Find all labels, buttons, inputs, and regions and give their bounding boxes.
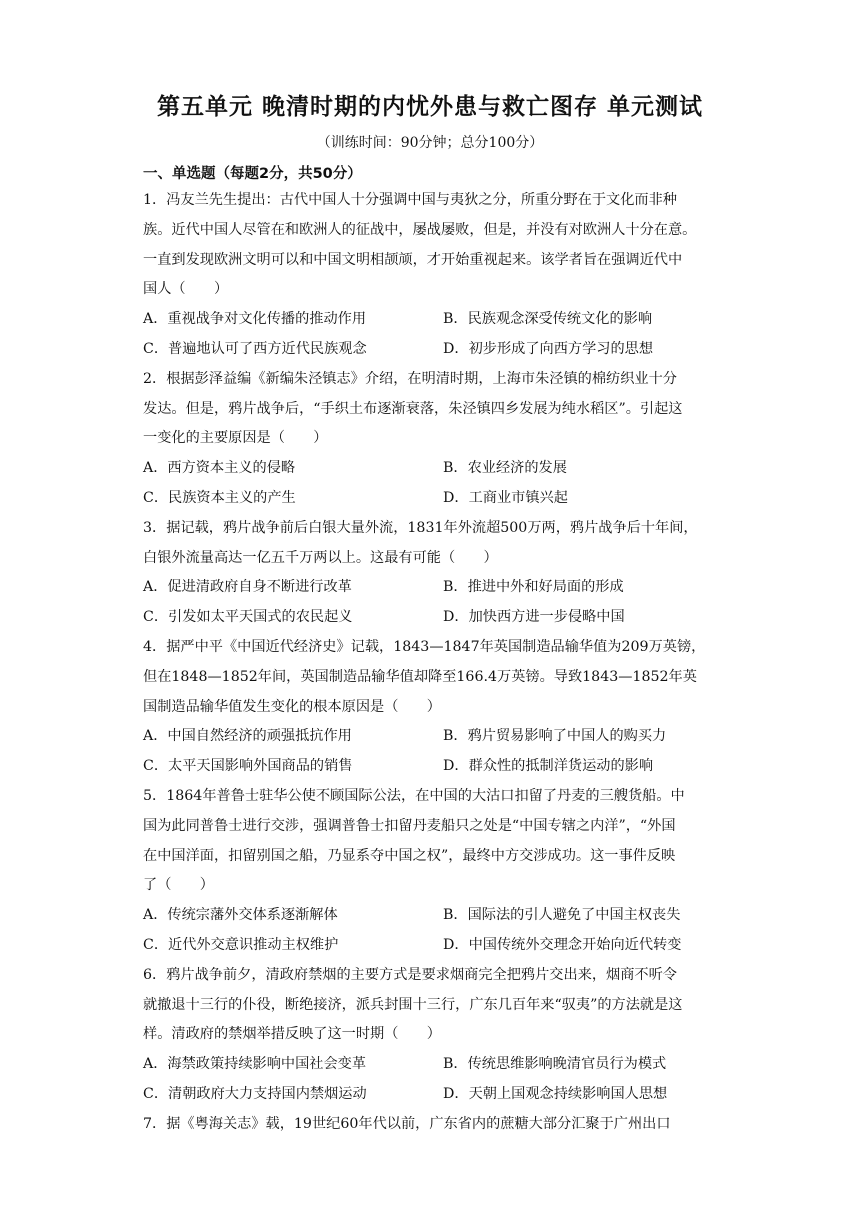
answer-option: B．农业经济的发展 (443, 460, 567, 477)
question-text-line: 白银外流量高达一亿五千万两以上。这最有可能（ ） (143, 549, 498, 566)
question-text-line: 一变化的主要原因是（ ） (143, 430, 328, 447)
question-text-line: 国为此同普鲁士进行交涉，强调普鲁士扣留丹麦船只之处是“中国专辖之内洋”，“外国 (143, 817, 676, 834)
question-1 (143, 186, 718, 365)
question-text-line: 5．1864年普鲁士驻华公使不顾国际公法，在中国的大沽口扣留了丹麦的三艘货船。中 (143, 787, 685, 804)
answer-option: D．天朝上国观念持续影响国人思想 (443, 1085, 668, 1102)
answer-option: C．普遍地认可了西方近代民族观念 (143, 340, 367, 357)
answer-option: C．引发如太平天国式的农民起义 (143, 609, 353, 626)
question-text-line: 发达。但是，鸦片战争后，“手织土布逐渐衰落，朱泾镇四乡发展为纯水稻区”。引起这 (143, 400, 683, 417)
answer-option: A．促进清政府自身不断进行改革 (143, 579, 352, 596)
question-text-line: 族。近代中国人尽管在和欧洲人的征战中，屡战屡败，但是，并没有对欧洲人十分在意。 (143, 221, 697, 238)
answer-option: D．工商业市镇兴起 (443, 489, 568, 506)
question-7 (143, 1110, 718, 1140)
question-text-line: 1．冯友兰先生提出：古代中国人十分强调中国与夷狄之分，所重分野在于文化而非种 (143, 192, 677, 208)
answer-option: B．民族观念深受传统文化的影响 (443, 311, 653, 328)
question-text-line: 国制造品输华值发生变化的根本原因是（ ） (143, 698, 441, 715)
question-text-line: 在中国洋面，扣留别国之船，乃显系夺中国之权”，最终中方交涉成功。这一事件反映 (143, 847, 676, 864)
answer-option: A．传统宗藩外交体系逐渐解体 (143, 907, 338, 924)
question-4 (143, 633, 718, 782)
option-row (143, 335, 718, 365)
question-5 (143, 782, 718, 961)
question-text-line: 了（ ） (143, 877, 214, 894)
option-row (143, 1050, 718, 1080)
answer-option: A．重视战争对文化传播的推动作用 (143, 311, 367, 328)
question-text-line: 2．根据彭泽益编《新编朱泾镇志》介绍，在明清时期，上海市朱泾镇的棉纺织业十分 (143, 370, 677, 387)
question-6 (143, 961, 718, 1110)
question-text-line: 国人（ ） (143, 281, 229, 298)
answer-option: B．传统思维影响晚清官员行为模式 (443, 1056, 667, 1073)
answer-option: C．近代外交意识推动主权维护 (143, 936, 339, 953)
question-text-line: 样。清政府的禁烟举措反映了这一时期（ ） (143, 1026, 441, 1043)
option-row (143, 305, 718, 335)
question-text-line: 就撤退十三行的仆役，断绝接济，派兵封围十三行，广东几百年来“驭夷”的方法就是这 (143, 996, 683, 1013)
answer-option: D．中国传统外交理念开始向近代转变 (443, 936, 682, 953)
option-row (143, 901, 718, 931)
answer-option: D．初步形成了向西方学习的思想 (443, 340, 654, 357)
answer-option: C．民族资本主义的产生 (143, 489, 296, 506)
option-row (143, 484, 718, 514)
question-text-line: 3．据记载，鸦片战争前后白银大量外流，1831年外流超500万两，鸦片战争后十年间， (143, 519, 698, 536)
section-heading: 一、单选题（每题2分，共50分） (143, 166, 362, 182)
answer-option: A．海禁政策持续影响中国社会变革 (143, 1056, 367, 1073)
answer-option: C．清朝政府大力支持国内禁烟运动 (143, 1085, 367, 1102)
answer-option: A．中国自然经济的顽强抵抗作用 (143, 728, 352, 745)
answer-option: D．群众性的抵制洋货运动的影响 (443, 758, 654, 775)
page-subtitle: （训练时间：90分钟；总分100分） (316, 135, 544, 151)
question-text-line: 4．据严中平《中国近代经济史》记载，1843—1847年英国制造品输华值为209万英镑， (143, 638, 706, 655)
answer-option: B．国际法的引人避免了中国主权丧失 (443, 907, 681, 924)
option-row (143, 752, 718, 782)
answer-option: B．鸦片贸易影响了中国人的购买力 (443, 728, 667, 745)
option-row (143, 722, 718, 752)
option-row (143, 931, 718, 961)
question-text-line: 7．据《粤海关志》载，19世纪60年代以前，广东省内的蔗糖大部分汇聚于广州出口 (143, 1115, 671, 1132)
answer-option: B．推进中外和好局面的形成 (443, 579, 624, 596)
question-2 (143, 365, 718, 514)
question-text-line: 6．鸦片战争前夕，清政府禁烟的主要方式是要求烟商完全把鸦片交出来，烟商不听令 (143, 966, 677, 983)
option-row (143, 603, 718, 633)
question-text-line: 一直到发现欧洲文明可以和中国文明相颉颃，才开始重视起来。该学者旨在强调近代中 (143, 251, 683, 268)
answer-option: C．太平天国影响外国商品的销售 (143, 758, 353, 775)
question-text-line: 但在1848—1852年间，英国制造品输华值却降至166.4万英镑。导致1843—1852年英 (143, 668, 697, 685)
option-row (143, 454, 718, 484)
question-3 (143, 514, 718, 633)
option-row (143, 573, 718, 603)
option-row (143, 1080, 718, 1110)
answer-option: D．加快西方进一步侵略中国 (443, 609, 625, 626)
page-title: 第五单元 晚清时期的内忧外患与救亡图存 单元测试 (156, 94, 703, 120)
question-list (143, 186, 718, 1140)
answer-option: A．西方资本主义的侵略 (143, 460, 296, 477)
